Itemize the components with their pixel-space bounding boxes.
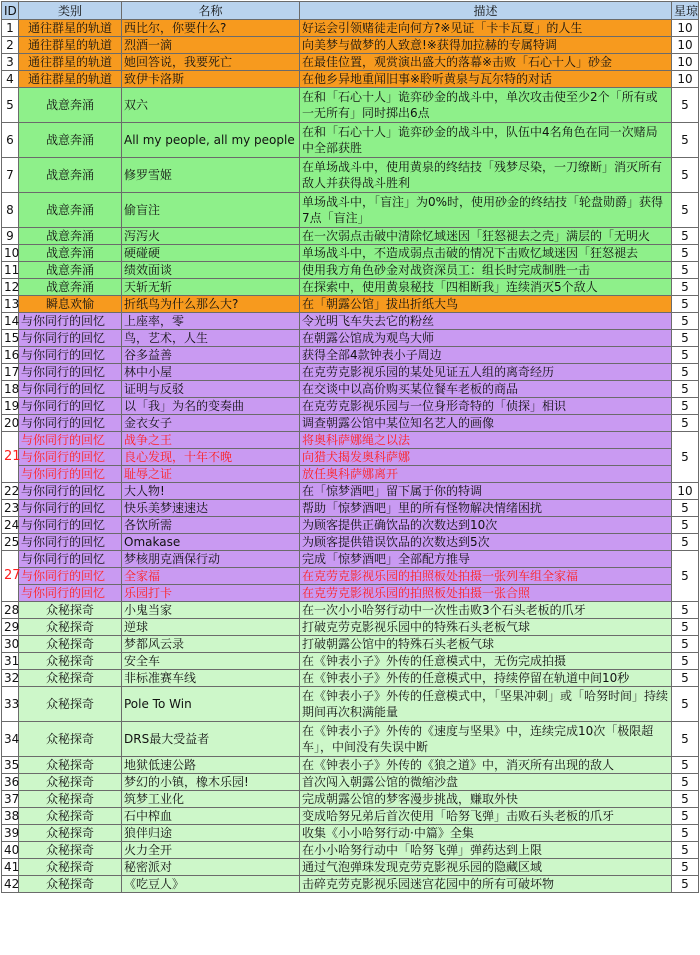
row-stars: 5: [672, 619, 699, 636]
achievement-table: [1, 1, 699, 893]
table-row: [2, 20, 699, 37]
row-description: 在探索中，使用黄泉秘技「四相断我」连续消灭5个敌人: [300, 279, 672, 296]
table-row: [2, 551, 699, 568]
row-category: 与你同行的回忆: [19, 534, 122, 551]
row-stars: 5: [672, 551, 699, 602]
row-id: 11: [2, 262, 19, 279]
row-name: 全家福: [122, 568, 300, 585]
row-description: 为顾客提供错误饮品的次数达到5次: [300, 534, 672, 551]
row-name: 梦幻的小镇，橡木乐园!: [122, 774, 300, 791]
row-description: 在「惊梦酒吧」留下属于你的特调: [300, 483, 672, 500]
row-id: 16: [2, 347, 19, 364]
row-stars: 5: [672, 262, 699, 279]
row-category: 众秘探奇: [19, 636, 122, 653]
row-description: 完成「惊梦酒吧」全部配方推导: [300, 551, 672, 568]
row-description: 在「朝露公馆」拔出折纸大鸟: [300, 296, 672, 313]
row-id: 5: [2, 88, 19, 123]
row-category: 与你同行的回忆: [19, 585, 122, 602]
table-row: [2, 859, 699, 876]
table-row: [2, 808, 699, 825]
row-stars: 5: [672, 757, 699, 774]
row-id: 10: [2, 245, 19, 262]
row-name: 乐园打卡: [122, 585, 300, 602]
table-row: [2, 71, 699, 88]
table-row: [2, 774, 699, 791]
row-id: 3: [2, 54, 19, 71]
table-row: [2, 636, 699, 653]
row-stars: 5: [672, 88, 699, 123]
row-description: 向猎犬揭发奥科萨娜: [300, 449, 672, 466]
row-description: 在克劳克影视乐园的拍照板处拍摄一张合照: [300, 585, 672, 602]
row-category: 众秘探奇: [19, 876, 122, 893]
table-row: [2, 534, 699, 551]
row-name: 林中小屋: [122, 364, 300, 381]
table-row: [2, 602, 699, 619]
row-name: 天斩无斩: [122, 279, 300, 296]
row-category: 通往群星的轨道: [19, 54, 122, 71]
row-category: 与你同行的回忆: [19, 330, 122, 347]
row-name: 硬碰硬: [122, 245, 300, 262]
row-id: 18: [2, 381, 19, 398]
row-stars: 5: [672, 158, 699, 193]
row-id: 6: [2, 123, 19, 158]
row-category: 战意奔涌: [19, 123, 122, 158]
row-description: 打破克劳克影视乐园中的特殊石头老板气球: [300, 619, 672, 636]
row-id: 19: [2, 398, 19, 415]
row-category: 与你同行的回忆: [19, 551, 122, 568]
row-description: 在单场战斗中，使用黄泉的终结技「残梦尽染，一刀缭断」消灭所有敌人并获得战斗胜利: [300, 158, 672, 193]
row-id: 25: [2, 534, 19, 551]
row-name: 筑梦工业化: [122, 791, 300, 808]
table-row: [2, 585, 699, 602]
row-category: 战意奔涌: [19, 88, 122, 123]
row-category: 战意奔涌: [19, 193, 122, 228]
row-description: 在《钟表小子》外传的《速度与坚果》中，连续完成10次「极限超车」，中间没有失误中断: [300, 722, 672, 757]
row-description: 在和「石心十人」诡弈砂金的战斗中，单次攻击使至少2个「所有或一无所有」同时掷出6点: [300, 88, 672, 123]
row-description: 收集《小小哈努行动·中篇》全集: [300, 825, 672, 842]
table-row: [2, 619, 699, 636]
row-stars: 5: [672, 432, 699, 483]
row-category: 与你同行的回忆: [19, 313, 122, 330]
row-stars: 5: [672, 415, 699, 432]
row-id: 9: [2, 228, 19, 245]
row-stars: 5: [672, 534, 699, 551]
row-description: 在《钟表小子》外传的任意模式中，持续停留在轨道中间10秒: [300, 670, 672, 687]
row-category: 众秘探奇: [19, 791, 122, 808]
table-row: [2, 757, 699, 774]
row-description: 在《钟表小子》外传的任意模式中，无伤完成拍摄: [300, 653, 672, 670]
row-stars: 5: [672, 347, 699, 364]
row-description: 好运会引领赌徒走向何方?※见证「卡卡瓦夏」的人生: [300, 20, 672, 37]
header-category: 类别: [19, 2, 122, 20]
row-category: 与你同行的回忆: [19, 500, 122, 517]
row-name: 烈酒一滴: [122, 37, 300, 54]
row-id: 4: [2, 71, 19, 88]
row-name: 致伊卡洛斯: [122, 71, 300, 88]
table-row: [2, 791, 699, 808]
row-description: 在克劳克影视乐园的某处见证五人组的离奇经历: [300, 364, 672, 381]
row-id: 12: [2, 279, 19, 296]
table-row: [2, 347, 699, 364]
row-description: 通过气泡弹珠发现克劳克影视乐园的隐藏区域: [300, 859, 672, 876]
row-description: 调查朝露公馆中某位知名艺人的画像: [300, 415, 672, 432]
row-id: 15: [2, 330, 19, 347]
row-id: 29: [2, 619, 19, 636]
row-stars: 5: [672, 123, 699, 158]
row-name: 谷多益善: [122, 347, 300, 364]
row-name: DRS最大受益者: [122, 722, 300, 757]
row-name: 耻辱之证: [122, 466, 300, 483]
row-description: 在交谈中以高价购买某位餐车老板的商品: [300, 381, 672, 398]
row-id: 8: [2, 193, 19, 228]
row-category: 通往群星的轨道: [19, 20, 122, 37]
row-stars: 5: [672, 228, 699, 245]
row-id: 38: [2, 808, 19, 825]
row-id: 36: [2, 774, 19, 791]
table-row: [2, 37, 699, 54]
row-category: 通往群星的轨道: [19, 37, 122, 54]
row-id: 41: [2, 859, 19, 876]
table-row: [2, 123, 699, 158]
row-category: 战意奔涌: [19, 262, 122, 279]
row-id: 31: [2, 653, 19, 670]
row-description: 将奥科萨娜绳之以法: [300, 432, 672, 449]
row-stars: 5: [672, 670, 699, 687]
row-name: 她回答说，我要死亡: [122, 54, 300, 71]
table-row: [2, 398, 699, 415]
row-description: 打破朝露公馆中的特殊石头老板气球: [300, 636, 672, 653]
table-row: [2, 653, 699, 670]
row-description: 令光明飞车失去它的粉丝: [300, 313, 672, 330]
row-name: 绩效面谈: [122, 262, 300, 279]
row-id: 32: [2, 670, 19, 687]
row-stars: 10: [672, 20, 699, 37]
row-name: 快乐美梦速速达: [122, 500, 300, 517]
table-row: [2, 449, 699, 466]
table-row: [2, 296, 699, 313]
table-row: [2, 722, 699, 757]
table-row: [2, 483, 699, 500]
row-category: 瞬息欢愉: [19, 296, 122, 313]
row-name: Pole To Win: [122, 687, 300, 722]
row-category: 战意奔涌: [19, 158, 122, 193]
table-row: [2, 228, 699, 245]
table-row: [2, 330, 699, 347]
row-stars: 5: [672, 859, 699, 876]
table-row: [2, 245, 699, 262]
row-name: 以「我」为名的变奏曲: [122, 398, 300, 415]
row-id: 23: [2, 500, 19, 517]
row-id: 42: [2, 876, 19, 893]
row-name: 梦核朋克酒保行动: [122, 551, 300, 568]
row-stars: 5: [672, 279, 699, 296]
watermark: 米游社@a醒醒: [560, 938, 640, 952]
row-category: 与你同行的回忆: [19, 568, 122, 585]
table-row: [2, 313, 699, 330]
table-row: [2, 262, 699, 279]
row-stars: 10: [672, 54, 699, 71]
row-category: 与你同行的回忆: [19, 483, 122, 500]
row-category: 战意奔涌: [19, 245, 122, 262]
row-category: 与你同行的回忆: [19, 449, 122, 466]
row-category: 众秘探奇: [19, 757, 122, 774]
table-row: [2, 466, 699, 483]
row-stars: 5: [672, 364, 699, 381]
table-row: [2, 825, 699, 842]
row-name: Omakase: [122, 534, 300, 551]
row-description: 向美梦与做梦的人致意!※获得加拉赫的专属特调: [300, 37, 672, 54]
table-body: [2, 20, 699, 893]
row-name: 金衣女子: [122, 415, 300, 432]
table-row: [2, 415, 699, 432]
row-category: 与你同行的回忆: [19, 398, 122, 415]
table-row: [2, 687, 699, 722]
row-id: 1: [2, 20, 19, 37]
header-name: 名称: [122, 2, 300, 20]
row-stars: 5: [672, 842, 699, 859]
row-description: 在克劳克影视乐园的拍照板处拍摄一张列车组全家福: [300, 568, 672, 585]
row-description: 使用我方角色砂金对战资深员工：组长时完成制胜一击: [300, 262, 672, 279]
row-stars: 5: [672, 876, 699, 893]
row-description: 单场战斗中，「盲注」为0%时，使用砂金的终结技「轮盘勋爵」获得7点「盲注」: [300, 193, 672, 228]
row-id: 14: [2, 313, 19, 330]
row-stars: 5: [672, 774, 699, 791]
row-name: 修罗雪姬: [122, 158, 300, 193]
row-name: 非标准赛车线: [122, 670, 300, 687]
row-description: 在小小哈努行动中「哈努飞弹」弹药达到上限: [300, 842, 672, 859]
row-description: 在一次小小哈努行动中一次性击败3个石头老板的爪牙: [300, 602, 672, 619]
row-id: 2: [2, 37, 19, 54]
row-name: 折纸鸟为什么那么大?: [122, 296, 300, 313]
row-description: 首次闯入朝露公馆的微缩沙盘: [300, 774, 672, 791]
row-name: 战争之王: [122, 432, 300, 449]
row-name: 安全车: [122, 653, 300, 670]
row-stars: 5: [672, 313, 699, 330]
row-id: 27: [2, 551, 19, 602]
table-row: [2, 279, 699, 296]
row-name: 逆球: [122, 619, 300, 636]
row-category: 众秘探奇: [19, 687, 122, 722]
table-row: [2, 364, 699, 381]
row-category: 众秘探奇: [19, 653, 122, 670]
row-id: 37: [2, 791, 19, 808]
row-id: 24: [2, 517, 19, 534]
row-id: 30: [2, 636, 19, 653]
row-category: 众秘探奇: [19, 842, 122, 859]
row-category: 众秘探奇: [19, 670, 122, 687]
row-id: 7: [2, 158, 19, 193]
header-id: ID: [2, 2, 19, 20]
row-id: 33: [2, 687, 19, 722]
row-stars: 5: [672, 825, 699, 842]
row-description: 击碎克劳克影视乐园迷宫花园中的所有可破坏物: [300, 876, 672, 893]
row-name: 石中榨血: [122, 808, 300, 825]
row-name: 小鬼当家: [122, 602, 300, 619]
row-description: 在和「石心十人」诡弈砂金的战斗中，队伍中4名角色在同一次赌局中全部获胜: [300, 123, 672, 158]
table-row: [2, 193, 699, 228]
row-name: All my people, all my people: [122, 123, 300, 158]
row-stars: 5: [672, 330, 699, 347]
row-category: 众秘探奇: [19, 619, 122, 636]
row-category: 与你同行的回忆: [19, 381, 122, 398]
row-description: 帮助「惊梦酒吧」里的所有怪物解决情绪困扰: [300, 500, 672, 517]
row-description: 在克劳克影视乐园与一位身形奇特的「侦探」相识: [300, 398, 672, 415]
row-name: 偷盲注: [122, 193, 300, 228]
row-name: 上座率，零: [122, 313, 300, 330]
row-description: 在他乡异地重闻旧事※聆听黄泉与瓦尔特的对话: [300, 71, 672, 88]
row-name: 证明与反驳: [122, 381, 300, 398]
row-stars: 5: [672, 653, 699, 670]
row-category: 与你同行的回忆: [19, 347, 122, 364]
row-name: 《吃豆人》: [122, 876, 300, 893]
header-desc: 描述: [300, 2, 672, 20]
row-category: 战意奔涌: [19, 228, 122, 245]
row-description: 单场战斗中，不造成弱点击破的情况下击败忆域迷因「狂怒褪去: [300, 245, 672, 262]
row-category: 战意奔涌: [19, 279, 122, 296]
row-category: 通往群星的轨道: [19, 71, 122, 88]
row-name: 良心发现，十年不晚: [122, 449, 300, 466]
header-row: [2, 2, 699, 20]
row-stars: 5: [672, 636, 699, 653]
row-name: 狼伴归途: [122, 825, 300, 842]
row-stars: 5: [672, 398, 699, 415]
row-id: 13: [2, 296, 19, 313]
row-description: 获得全部4款钟表小子周边: [300, 347, 672, 364]
row-name: 西比尔，你要什么?: [122, 20, 300, 37]
row-category: 众秘探奇: [19, 825, 122, 842]
row-description: 为顾客提供正确饮品的次数达到10次: [300, 517, 672, 534]
row-category: 众秘探奇: [19, 808, 122, 825]
table-row: [2, 842, 699, 859]
row-category: 众秘探奇: [19, 722, 122, 757]
table-row: [2, 568, 699, 585]
row-category: 众秘探奇: [19, 602, 122, 619]
row-stars: 5: [672, 517, 699, 534]
row-description: 放任奥科萨娜离开: [300, 466, 672, 483]
table-row: [2, 517, 699, 534]
row-description: 在朝露公馆成为观鸟大师: [300, 330, 672, 347]
table-row: [2, 876, 699, 893]
row-description: 在最佳位置，观赏演出盛大的落幕※击败「石心十人」砂金: [300, 54, 672, 71]
row-stars: 5: [672, 808, 699, 825]
row-stars: 5: [672, 722, 699, 757]
row-stars: 5: [672, 245, 699, 262]
row-name: 地狱低速公路: [122, 757, 300, 774]
row-stars: 5: [672, 602, 699, 619]
row-stars: 5: [672, 687, 699, 722]
row-description: 在《钟表小子》外传的任意模式中，「坚果冲刺」或「哈努时间」持续期间再次积满能量: [300, 687, 672, 722]
row-category: 与你同行的回忆: [19, 432, 122, 449]
row-stars: 5: [672, 193, 699, 228]
row-name: 鸟，艺术，人生: [122, 330, 300, 347]
row-name: 梦都风云录: [122, 636, 300, 653]
row-stars: 5: [672, 296, 699, 313]
row-id: 22: [2, 483, 19, 500]
row-stars: 10: [672, 71, 699, 88]
row-name: 秘密派对: [122, 859, 300, 876]
row-category: 众秘探奇: [19, 774, 122, 791]
table-row: [2, 500, 699, 517]
row-stars: 10: [672, 483, 699, 500]
row-id: 17: [2, 364, 19, 381]
row-id: 39: [2, 825, 19, 842]
row-id: 34: [2, 722, 19, 757]
row-stars: 5: [672, 381, 699, 398]
table-row: [2, 158, 699, 193]
row-name: 火力全开: [122, 842, 300, 859]
table-row: [2, 54, 699, 71]
table-row: [2, 88, 699, 123]
table-row: [2, 432, 699, 449]
row-name: 泻泻火: [122, 228, 300, 245]
row-category: 与你同行的回忆: [19, 466, 122, 483]
row-stars: 5: [672, 791, 699, 808]
row-name: 双六: [122, 88, 300, 123]
row-category: 与你同行的回忆: [19, 517, 122, 534]
row-id: 20: [2, 415, 19, 432]
header-stars: 星琼: [672, 2, 699, 20]
row-stars: 10: [672, 37, 699, 54]
row-id: 40: [2, 842, 19, 859]
table-row: [2, 381, 699, 398]
row-category: 与你同行的回忆: [19, 364, 122, 381]
row-description: 在《钟表小子》外传的《狼之道》中，消灭所有出现的敌人: [300, 757, 672, 774]
row-id: 28: [2, 602, 19, 619]
row-description: 在一次弱点击破中清除忆域迷因「狂怒褪去之壳」满层的「无明火: [300, 228, 672, 245]
row-description: 完成朝露公馆的梦客漫步挑战，赚取外快: [300, 791, 672, 808]
row-category: 众秘探奇: [19, 859, 122, 876]
row-name: 各饮所需: [122, 517, 300, 534]
row-name: 大人物!: [122, 483, 300, 500]
row-id: 35: [2, 757, 19, 774]
row-stars: 5: [672, 500, 699, 517]
row-id: 21: [2, 432, 19, 483]
table-row: [2, 670, 699, 687]
row-category: 与你同行的回忆: [19, 415, 122, 432]
row-description: 变成哈努兄弟后首次使用「哈努飞弹」击败石头老板的爪牙: [300, 808, 672, 825]
